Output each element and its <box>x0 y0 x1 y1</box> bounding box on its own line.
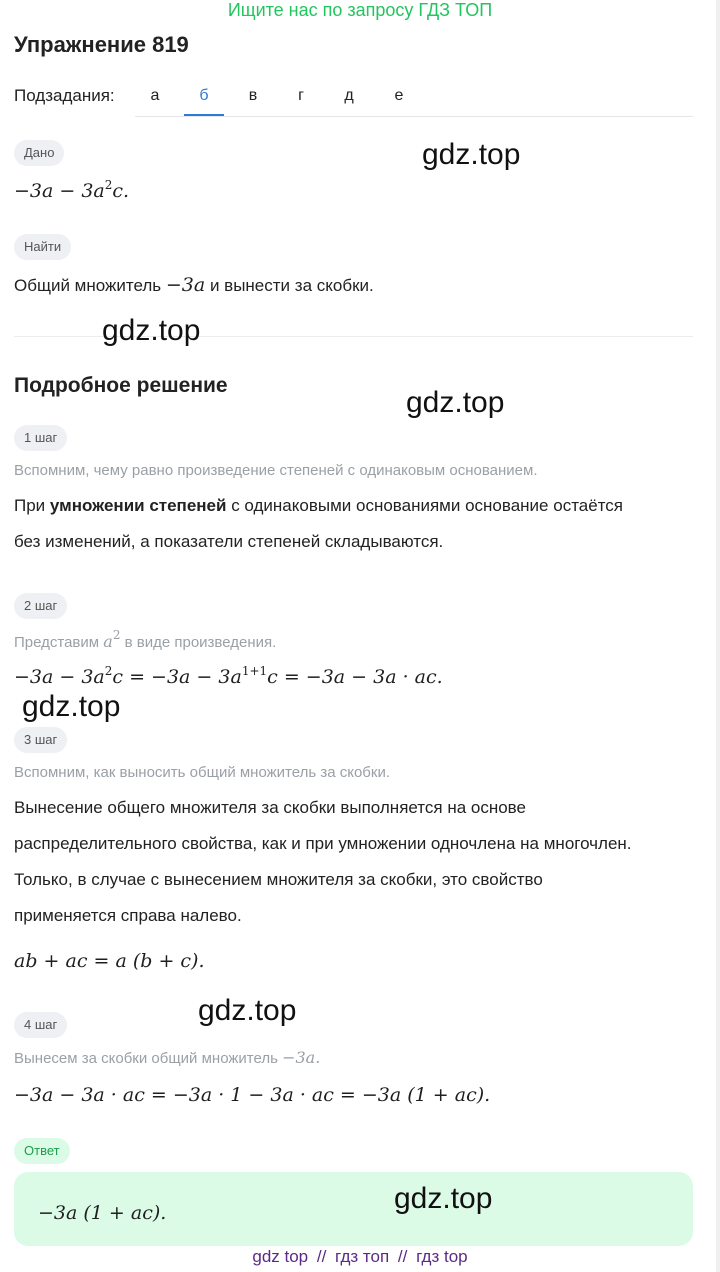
step-4-equation: −3a − 3a · ac = −3a · 1 − 3a · ac = −3a (1 + ac). <box>14 1084 491 1106</box>
step-1-hint: Вспомним, чему равно произведение степеней с одинаковым основанием. <box>14 462 538 479</box>
answer-chip: Ответ <box>14 1138 70 1164</box>
step-3-chip: 3 шаг <box>14 727 67 753</box>
step-3-formula: ab + ac = a (b + c). <box>14 950 205 972</box>
solution-heading: Подробное решение <box>14 374 228 397</box>
step-1-line-1: При умножении степеней с одинаковыми основаниями основание остаётся <box>14 496 623 515</box>
subtasks-label: Подзадания: <box>14 86 115 105</box>
tab-g[interactable]: г <box>298 87 304 104</box>
page-title: Упражнение 819 <box>14 32 189 57</box>
tab-v[interactable]: в <box>248 87 258 104</box>
answer-expression: −3a (1 + ac). <box>38 1202 167 1224</box>
footer-link-gdz-top[interactable]: gdz top <box>252 1247 309 1266</box>
step-1-chip: 1 шаг <box>14 425 67 451</box>
subtasks-tabs <box>135 78 693 117</box>
footer-link-gdz-top-ru[interactable]: гдз топ <box>335 1247 390 1266</box>
step-3-line-2: распределительного свойства, как и при умножении одночлена на многочлен. <box>14 834 632 853</box>
step-2-equation: $-3a - 3a^2c = -3a - 3a^{1+1}c = -3a - 3a$ · ac. <box>14 664 443 688</box>
step-3-line-4: применяется справа налево. <box>14 906 242 925</box>
step-1-line-2: без изменений, а показатели степеней складываются. <box>14 532 444 551</box>
footer-separator: // <box>397 1247 408 1266</box>
find-math: −3a <box>165 274 206 296</box>
step-2-hint: Представим $a^2$ в виде произведения. <box>14 628 277 651</box>
step-3-line-1: Вынесение общего множителя за скобки выполняется на основе <box>14 798 526 817</box>
footer-links <box>0 1247 720 1267</box>
tab-d[interactable]: д <box>344 87 354 104</box>
step-3-hint: Вспомним, как выносить общий множитель за скобки. <box>14 764 390 781</box>
scrollbar[interactable] <box>716 0 720 1272</box>
footer-link-gdz-top-mixed[interactable]: гдз top <box>416 1247 468 1266</box>
watermark: gdz.top <box>422 138 521 171</box>
watermark: gdz.top <box>22 690 121 723</box>
footer-separator: // <box>316 1247 327 1266</box>
tab-b[interactable]: б <box>184 78 224 116</box>
tab-e[interactable]: е <box>394 87 404 104</box>
given-expression: $-3a - 3a^2c$. <box>14 178 130 202</box>
given-chip: Дано <box>14 140 64 166</box>
step-4-hint: Вынесем за скобки общий множитель −3a. <box>14 1048 321 1067</box>
watermark: gdz.top <box>394 1182 493 1215</box>
find-chip: Найти <box>14 234 71 260</box>
step-4-chip: 4 шаг <box>14 1012 67 1038</box>
watermark: gdz.top <box>102 314 201 347</box>
watermark: gdz.top <box>406 386 505 419</box>
step-2-chip: 2 шаг <box>14 593 67 619</box>
step-3-line-3: Только, в случае с вынесением множителя за скобки, это свойство <box>14 870 543 889</box>
watermark: gdz.top <box>198 994 297 1027</box>
find-text: Общий множитель −3a и вынести за скобки. <box>14 274 374 296</box>
tab-a[interactable]: а <box>150 87 160 104</box>
search-banner: Ищите нас по запросу ГДЗ ТОП <box>227 0 493 20</box>
